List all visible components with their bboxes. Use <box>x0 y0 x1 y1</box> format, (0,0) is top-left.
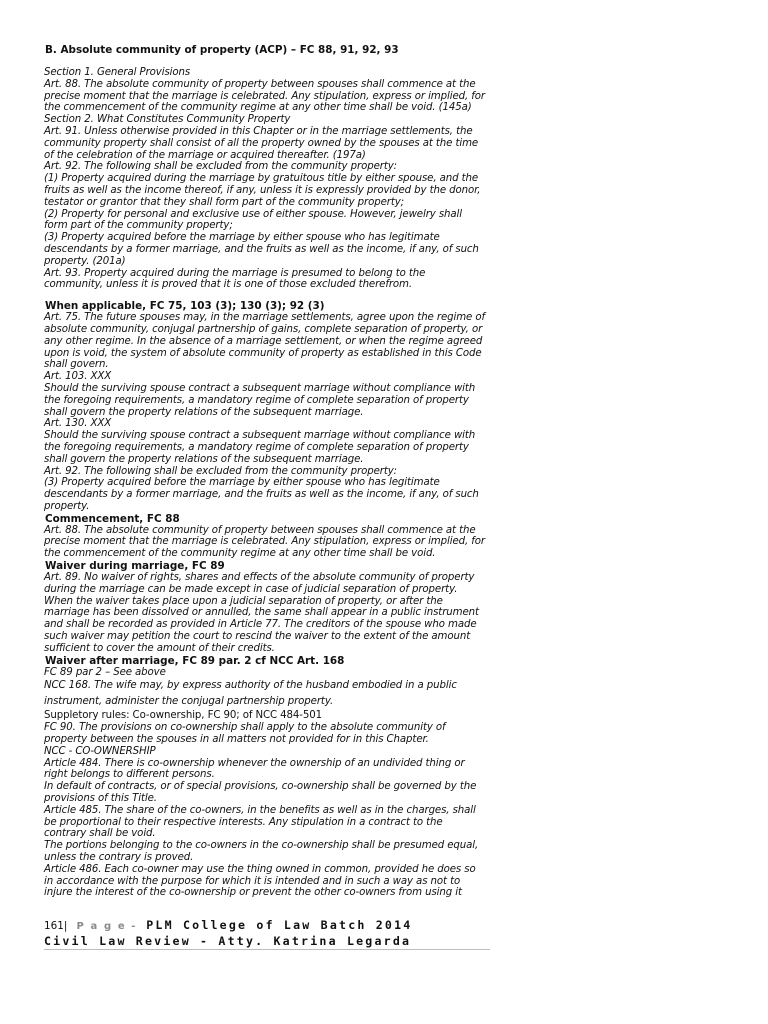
art-91-block-line: Art. 91. Unless otherwise provided in this Chapter or in the marriage settlements, the <box>44 125 473 137</box>
co-ownership-articles-block-line: unless the contrary is proved. <box>44 852 194 864</box>
heading-commencement: Commencement, FC 88 <box>45 512 180 525</box>
page-footer <box>44 918 490 950</box>
co-ownership-articles-block-line: in accordance with the purpose for which it is intended and in such a way as not to <box>44 875 461 887</box>
when-applicable-block-line: Should the surviving spouse contract a subsequent marriage without compliance with <box>44 382 476 394</box>
art-92-block-line: (1) Property acquired during the marriage by gratuitous title by either spouse, and the <box>44 173 479 185</box>
co-ownership-articles-block-line: The portions belonging to the co-owners in the co-ownership shall be presumed equal, <box>44 840 479 852</box>
when-applicable-block-line: Art. 75. The future spouses may, in the marriage settlements, agree upon the regime of <box>44 312 485 324</box>
co-ownership-articles-block-line: Article 485. The share of the co-owners, in the benefits as well as in the charges, shall <box>44 804 476 816</box>
art-92-block-line: Art. 92. The following shall be excluded from the community property: <box>44 161 397 173</box>
when-applicable-block-line: upon is void, the system of absolute community of property as established in this Code <box>44 347 482 359</box>
when-applicable-block-line: Art. 103. XXX <box>44 371 112 383</box>
ncc-co-ownership-title: NCC - CO-OWNERSHIP <box>44 745 156 757</box>
waiver-during-block <box>44 572 490 655</box>
waiver-during-block-line: such waiver may petition the court to rescind the waiver to the extent of the amount <box>44 631 471 643</box>
waiver-during-block-line: sufficient to cover the amount of their credits. <box>44 642 275 654</box>
fc-90-block-line: property between the spouses in all matters not provided for in this Chapter. <box>44 734 429 746</box>
waiver-during-block-line: When the waiver takes place upon a judicial separation of property, or after the <box>44 595 443 607</box>
when-applicable-block-line: shall govern the property relations of the subsequent marriage. <box>44 453 364 465</box>
when-applicable-block-line: descendants by a former marriage, and the fruits as well as the income, if any, of such <box>44 489 479 501</box>
when-applicable-block-line: shall govern the property relations of the subsequent marriage. <box>44 406 364 418</box>
ncc-168-block-line: instrument, administer the conjugal partnership property. <box>44 696 334 708</box>
waiver-during-block-line: during the marriage can be made except in case of judicial separation of property. <box>44 583 458 595</box>
waiver-during-block-line: and shall be recorded as provided in Article 77. The creditors of the spouse who made <box>44 619 477 631</box>
when-applicable-block-line: absolute community, conjugal partnership of gains, complete separation of property, or <box>44 323 483 335</box>
when-applicable-block-line: (3) Property acquired before the marriage by either spouse who has legitimate <box>44 477 440 489</box>
co-ownership-articles-block <box>44 758 490 900</box>
commencement-block-line: the commencement of the community regime at any other time shall be void. <box>44 548 436 560</box>
footer-line-2: Civil Law Review - Atty. Katrina Legarda <box>44 934 412 948</box>
when-applicable-block-line: Art. 92. The following shall be excluded from the community property: <box>44 465 397 477</box>
footer-line-1 <box>44 918 490 934</box>
section-2-title: Section 2. What Constitutes Community Property <box>44 114 291 126</box>
heading-when-applicable: When applicable, FC 75, 103 (3); 130 (3); 92 (3) <box>45 300 325 313</box>
co-ownership-articles-block-line: be proportional to their respective interests. Any stipulation in a contract to the <box>44 816 443 828</box>
commencement-block <box>44 525 490 560</box>
art-88-block-line: Art. 88. The absolute community of property between spouses shall commence at the <box>44 78 476 90</box>
co-ownership-articles-block-line: contrary shall be void. <box>44 828 156 840</box>
page-label: P a g e - <box>76 921 138 932</box>
art-91-block-line: of the celebration of the marriage or acquired thereafter. (197a) <box>44 149 366 161</box>
page-separator: | <box>63 920 68 932</box>
art-88-block-line: the commencement of the community regime at any other time shall be void. (145a) <box>44 102 472 114</box>
document-body <box>44 44 490 899</box>
when-applicable-block-line: the foregoing requirements, a mandatory regime of complete separation of property <box>44 441 469 453</box>
fc89-par2-line: FC 89 par 2 – See above <box>44 666 166 678</box>
art-92-block-line: descendants by a former marriage, and the fruits as well as the income, if any, of such <box>44 243 479 255</box>
art-92-block <box>44 161 490 267</box>
when-applicable-block-line: any other regime. In the absence of a marriage settlement, or when the regime agreed <box>44 335 483 347</box>
art-92-block-line: fruits as well as the income thereof, if any, unless it is expressly provided by the donor, <box>44 184 481 196</box>
waiver-during-block-line: marriage has been dissolved or annulled, the same shall appear in a public instrument <box>44 607 479 619</box>
co-ownership-articles-block-line: injure the interest of the co-ownership or prevent the other co-owners from using it <box>44 887 462 899</box>
heading-waiver-after: Waiver after marriage, FC 89 par. 2 cf NCC Art. 168 <box>45 654 345 667</box>
heading-acp: B. Absolute community of property (ACP) – FC 88, 91, 92, 93 <box>45 44 399 56</box>
fc-90-block-line: FC 90. The provisions on co-ownership shall apply to the absolute community of <box>44 722 446 734</box>
section-1-title: Section 1. General Provisions <box>44 67 191 78</box>
co-ownership-articles-block-line: right belongs to different persons. <box>44 769 215 781</box>
art-91-block <box>44 126 490 161</box>
co-ownership-articles-block-line: Article 484. There is co-ownership whenever the ownership of an undivided thing or <box>44 757 465 769</box>
commencement-block-line: precise moment that the marriage is celebrated. Any stipulation, express or implied, for <box>44 536 485 548</box>
art-92-block-line: form part of the community property; <box>44 220 233 232</box>
when-applicable-block-line: Should the surviving spouse contract a subsequent marriage without compliance with <box>44 430 476 442</box>
when-applicable-block <box>44 312 490 513</box>
ncc-168-block <box>44 678 490 710</box>
waiver-during-block-line: Art. 89. No waiver of rights, shares and effects of the absolute community of property <box>44 572 475 584</box>
co-ownership-articles-block-line: Article 486. Each co-owner may use the thing owned in common, provided he does so <box>44 863 476 875</box>
fc-90-block <box>44 722 490 746</box>
when-applicable-block-line: property. <box>44 500 90 512</box>
ncc-168-block-line: NCC 168. The wife may, by express authority of the husband embodied in a public <box>44 680 457 692</box>
footer-school-batch: PLM College of Law Batch 2014 <box>146 918 413 932</box>
art-93-block-line: Art. 93. Property acquired during the marriage is presumed to belong to the <box>44 267 426 279</box>
suppletory-rules-line: Suppletory rules: Co-ownership, FC 90; of NCC 484-501 <box>44 710 323 722</box>
when-applicable-block-line: Art. 130. XXX <box>44 418 112 430</box>
art-93-block <box>44 268 490 292</box>
art-88-block-line: precise moment that the marriage is celebrated. Any stipulation, express or implied, for <box>44 90 485 102</box>
when-applicable-block-line: shall govern. <box>44 359 109 371</box>
footer-rule <box>44 949 490 950</box>
co-ownership-articles-block-line: provisions of this Title. <box>44 793 157 805</box>
page-number: 161 <box>44 920 64 932</box>
heading-waiver-during: Waiver during marriage, FC 89 <box>45 560 225 573</box>
art-92-block-line: testator or grantor that they shall form part of the community property; <box>44 196 405 208</box>
art-92-block-line: (2) Property for personal and exclusive use of either spouse. However, jewelry shall <box>44 208 463 220</box>
art-92-block-line: (3) Property acquired before the marriage by either spouse who has legitimate <box>44 232 440 244</box>
art-88-block <box>44 79 490 114</box>
art-91-block-line: community property shall consist of all the property owned by the spouses at the time <box>44 137 479 149</box>
art-93-block-line: community, unless it is proved that it is one of those excluded therefrom. <box>44 279 413 291</box>
co-ownership-articles-block-line: In default of contracts, or of special provisions, co-ownership shall be governed by the <box>44 781 477 793</box>
when-applicable-block-line: the foregoing requirements, a mandatory regime of complete separation of property <box>44 394 469 406</box>
commencement-block-line: Art. 88. The absolute community of property between spouses shall commence at the <box>44 524 476 536</box>
art-92-block-line: property. (201a) <box>44 255 126 267</box>
